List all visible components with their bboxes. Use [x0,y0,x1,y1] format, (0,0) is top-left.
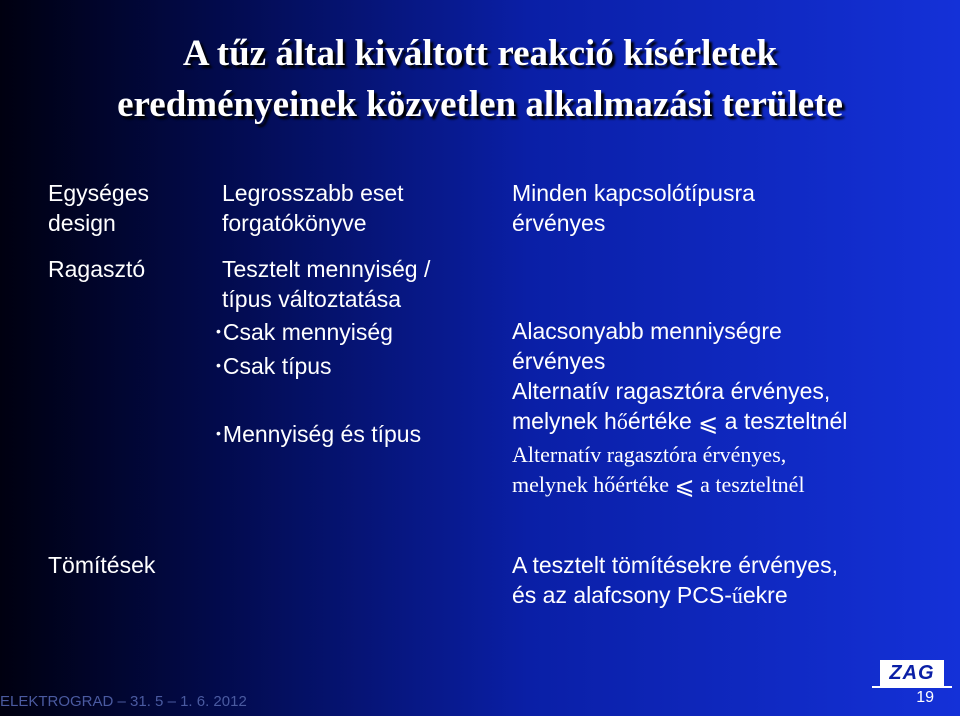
design-scenario [222,178,404,238]
seals-result-line1: A tesztelt tömítésekre érvényes, [512,552,838,578]
adhesive-result-type [512,376,847,438]
row-label-adhesive: Ragasztó [48,256,146,282]
zag-logo: ZAG [880,660,944,686]
adhesive-scenario-line2: típus változtatása [222,286,401,312]
slide-title [40,28,920,130]
seals-result-line2 [512,580,838,611]
row-label-seals: Tömítések [48,552,156,578]
adhesive-result-both-line2-c: értéke [615,472,669,497]
adhesive-bullet-quantity [216,316,393,347]
adhesive-result-type-line2-d: a teszteltnél [724,408,848,434]
adhesive-scenario [222,254,430,314]
adhesive-result-both-line2-a: melynek h [512,472,605,497]
design-scenario-line2: forgatókönyve [222,210,367,236]
adhesive-result-both-line1: Alternatív ragasztóra érvényes, [512,442,787,467]
less-or-equal-symbol: ⩽ [698,409,719,437]
adhesive-result-both-line2 [512,470,805,501]
adhesive-result-both-line2-d: a teszteltnél [700,472,805,497]
page-number: 19 [916,689,934,706]
adhesive-result-both [512,440,805,501]
title-line-1: A tűz által kiváltott reakció kísérletek [182,33,778,74]
adhesive-result-type-line2 [512,406,847,438]
adhesive-bullet-both [216,418,421,449]
seals-result-line2-b: ű [731,583,743,608]
adhesive-result-both-line2-b: ő [604,472,616,497]
title-line-2: eredményeinek közvetlen alkalmazási területe [117,84,843,125]
adhesive-result-quantity-line2: érvényes [512,348,606,374]
seals-result-line2-c: ekre [742,582,788,608]
adhesive-bullet-both-text: Mennyiség és típus [222,421,422,447]
seals-result-line2-a: és az alafcsony PCS- [512,582,732,608]
seals-result [512,550,838,611]
logo-divider [872,686,952,688]
adhesive-result-quantity-line1: Alacsonyabb menniységre [512,318,782,344]
adhesive-bullet-quantity-text: Csak mennyiség [222,319,393,345]
design-result [512,178,755,238]
adhesive-bullet-type-text: Csak típus [222,353,332,379]
adhesive-result-type-line2-b: ő [616,409,628,434]
adhesive-scenario-line1: Tesztelt mennyiség / [222,256,431,282]
less-or-equal-symbol: ⩽ [674,472,695,500]
footer-event-text: ELEKTROGRAD – 31. 5 – 1. 6. 2012 [0,693,247,710]
design-result-line1: Minden kapcsolótípusra [512,180,755,206]
design-scenario-line1: Legrosszabb eset [222,180,404,206]
row-label-design-line2: design [48,210,116,236]
adhesive-bullet-type [216,350,332,381]
design-result-line2: érvényes [512,210,606,236]
adhesive-result-type-line2-c: értéke [627,408,692,434]
adhesive-result-type-line1: Alternatív ragasztóra érvényes, [512,378,831,404]
adhesive-result-quantity [512,316,782,376]
adhesive-result-type-line2-a: melynek h [512,408,617,434]
row-label-design [48,178,149,238]
row-label-design-line1: Egységes [48,180,150,206]
